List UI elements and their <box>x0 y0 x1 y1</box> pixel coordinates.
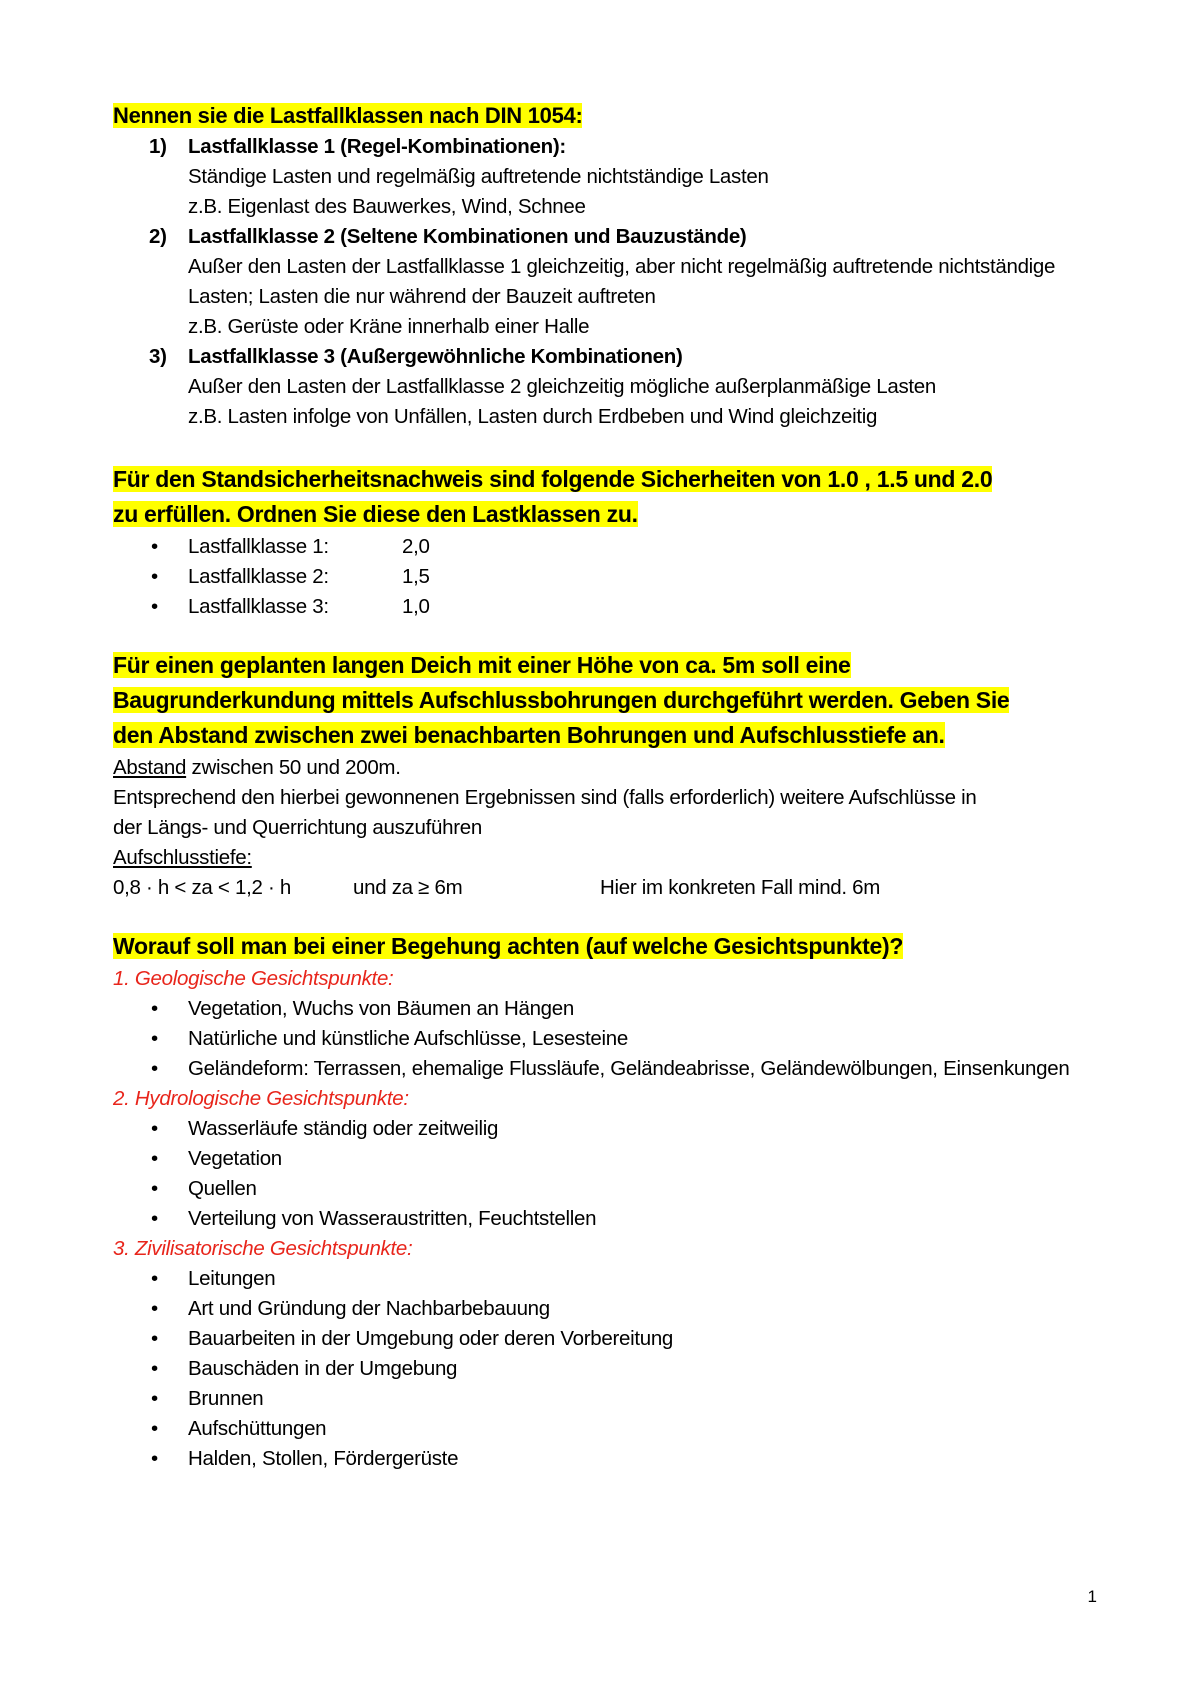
abstand-text: zwischen 50 und 200m. <box>186 756 401 779</box>
bullet-icon: • <box>151 1147 158 1170</box>
abstand-line <box>113 753 1093 783</box>
row-value: 1,5 <box>402 565 430 588</box>
spacer <box>113 903 1093 929</box>
bullet-icon: • <box>151 1207 158 1230</box>
section-4-title-text: Worauf soll man bei einer Begehung achten (auf welche Gesichtspunkte)? <box>113 933 904 959</box>
formula-minimum: und za ≥ 6m <box>353 876 463 899</box>
page-content <box>113 100 1093 1474</box>
list-item <box>113 222 1093 342</box>
list-item: • Vegetation <box>113 1144 1093 1174</box>
bullet-icon: • <box>151 1177 158 1200</box>
formula-note: Hier im konkreten Fall mind. 6m <box>600 876 881 899</box>
bullet-icon: • <box>151 1417 158 1440</box>
row-label: Lastfallklasse 1: <box>188 535 329 558</box>
list-item: • Geländeform: Terrassen, ehemalige Flussläufe, Geländeabrisse, Geländewölbungen, Einsenkungen <box>113 1054 1093 1084</box>
bullet-icon: • <box>151 1267 158 1290</box>
section-2-title <box>113 462 1093 532</box>
bullet-icon: • <box>151 1117 158 1140</box>
item-heading: Lastfallklasse 1 (Regel-Kombinationen): <box>188 135 566 158</box>
lastfallklassen-list <box>113 132 1093 432</box>
list-item: • Art und Gründung der Nachbarbebauung <box>113 1294 1093 1324</box>
item-line: Außer den Lasten der Lastfallklasse 1 gleichzeitig, aber nicht regelmäßig auftretende nichtständige Lasten; Lasten die nur während der Bauzeit auftreten <box>188 255 1056 308</box>
row-value: 1,0 <box>402 595 430 618</box>
row-value: 2,0 <box>402 535 430 558</box>
bullet-icon: • <box>151 595 158 618</box>
item-number: 1) <box>149 135 167 158</box>
bullet-icon: • <box>151 1057 158 1080</box>
item-heading: Lastfallklasse 3 (Außergewöhnliche Kombinationen) <box>188 345 683 368</box>
list-item <box>113 532 1093 562</box>
list-item: • Bauschäden in der Umgebung <box>113 1354 1093 1384</box>
bullet-icon: • <box>151 1447 158 1470</box>
bullet-icon: • <box>151 565 158 588</box>
group-heading-zivilisatorisch: 3. Zivilisatorische Gesichtspunkte: <box>113 1237 413 1260</box>
list-item <box>113 132 1093 222</box>
section-2-title-line: Für den Standsicherheitsnachweis sind folgende Sicherheiten von 1.0 , 1.5 und 2.0 <box>113 466 993 492</box>
group-heading-hydrologisch: 2. Hydrologische Gesichtspunkte: <box>113 1087 409 1110</box>
section-1-title-text: Nennen sie die Lastfallklassen nach DIN 1054: <box>113 103 583 128</box>
list-item: • Bauarbeiten in der Umgebung oder deren Vorbereitung <box>113 1324 1093 1354</box>
list-item: • Quellen <box>113 1174 1093 1204</box>
spacer <box>113 432 1093 462</box>
sicherheiten-list <box>113 532 1093 622</box>
item-heading: Lastfallklasse 2 (Seltene Kombinationen und Bauzustände) <box>188 225 747 248</box>
list-item <box>113 562 1093 592</box>
section-1-title <box>113 100 1093 132</box>
list-item: • Vegetation, Wuchs von Bäumen an Hängen <box>113 994 1093 1024</box>
list-item: • Leitungen <box>113 1264 1093 1294</box>
aufschlusstiefe-label: Aufschlusstiefe: <box>113 846 252 869</box>
section-3-title <box>113 648 1093 753</box>
geologisch-list <box>113 994 1093 1084</box>
item-line: z.B. Gerüste oder Kräne innerhalb einer Halle <box>188 315 590 338</box>
bullet-icon: • <box>151 997 158 1020</box>
row-label: Lastfallklasse 2: <box>188 565 329 588</box>
section-3-title-line: den Abstand zwischen zwei benachbarten Bohrungen und Aufschlusstiefe an. <box>113 722 945 748</box>
abstand-label: Abstand <box>113 756 187 779</box>
item-line: Außer den Lasten der Lastfallklasse 2 gleichzeitig mögliche außerplanmäßige Lasten <box>188 375 937 398</box>
list-item: • Halden, Stollen, Fördergerüste <box>113 1444 1093 1474</box>
bullet-icon: • <box>151 1387 158 1410</box>
list-item: • Verteilung von Wasseraustritten, Feuchtstellen <box>113 1204 1093 1234</box>
list-item <box>113 592 1093 622</box>
list-item: • Aufschüttungen <box>113 1414 1093 1444</box>
list-item: • Brunnen <box>113 1384 1093 1414</box>
section-4-title <box>113 929 1093 964</box>
paragraph-line: Entsprechend den hierbei gewonnenen Ergebnissen sind (falls erforderlich) weitere Aufschlüsse in <box>113 786 977 809</box>
paragraph-line: der Längs- und Querrichtung auszuführen <box>113 816 482 839</box>
list-item <box>113 342 1093 432</box>
zivilisatorisch-list <box>113 1264 1093 1474</box>
section-3-title-line: Für einen geplanten langen Deich mit einer Höhe von ca. 5m soll eine <box>113 652 851 678</box>
section-3-title-line: Baugrunderkundung mittels Aufschlussbohrungen durchgeführt werden. Geben Sie <box>113 687 1010 713</box>
group-heading-geologisch: 1. Geologische Gesichtspunkte: <box>113 967 394 990</box>
bullet-icon: • <box>151 1027 158 1050</box>
bullet-icon: • <box>151 1297 158 1320</box>
formula-range: 0,8 · h < za < 1,2 · h <box>113 876 292 899</box>
item-line: z.B. Lasten infolge von Unfällen, Lasten durch Erdbeben und Wind gleichzeitig <box>188 405 878 428</box>
bullet-icon: • <box>151 535 158 558</box>
page-number: 1 <box>1087 1587 1097 1606</box>
spacer <box>113 622 1093 648</box>
item-line: z.B. Eigenlast des Bauwerkes, Wind, Schnee <box>188 195 586 218</box>
list-item: • Wasserläufe ständig oder zeitweilig <box>113 1114 1093 1144</box>
item-line: Ständige Lasten und regelmäßig auftretende nichtständige Lasten <box>188 165 769 188</box>
hydrologisch-list <box>113 1114 1093 1234</box>
item-number: 3) <box>149 345 167 368</box>
formula-line <box>113 873 1093 903</box>
bullet-icon: • <box>151 1327 158 1350</box>
section-2-title-line: zu erfüllen. Ordnen Sie diese den Lastklassen zu. <box>113 501 638 527</box>
row-label: Lastfallklasse 3: <box>188 595 329 618</box>
item-number: 2) <box>149 225 167 248</box>
bullet-icon: • <box>151 1357 158 1380</box>
list-item: • Natürliche und künstliche Aufschlüsse, Lesesteine <box>113 1024 1093 1054</box>
